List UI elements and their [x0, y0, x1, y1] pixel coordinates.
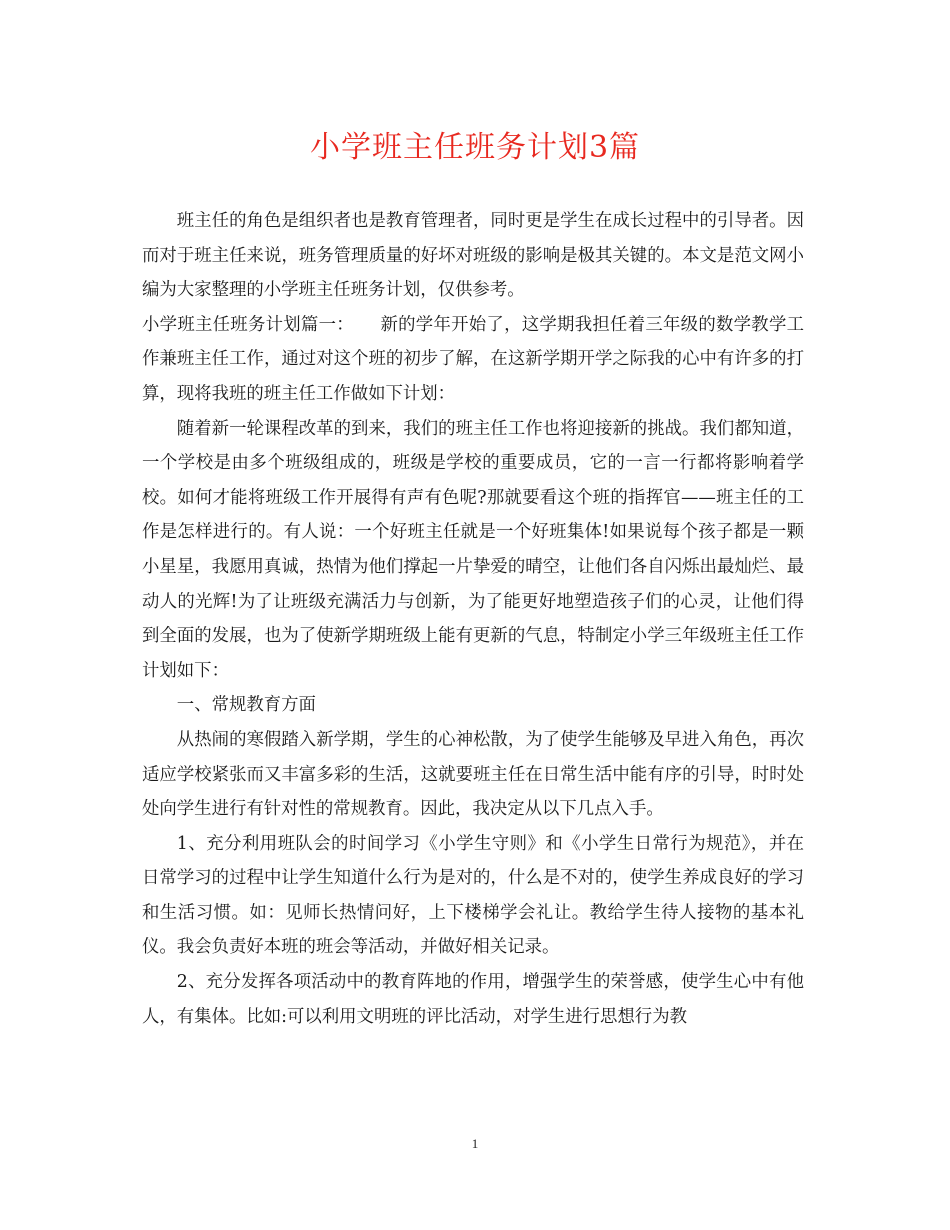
- paragraph-reform: 随着新一轮课程改革的到来，我们的班主任工作也将迎接新的挑战。我们都知道，一个学校是由多个班级组成的，班级是学校的重要成员，它的一言一行都将影响着学校。如何才能将班级工作开展得有声有色呢?那就要看这个班的指挥官——班主任的工作是怎样进行的。有人说：一个好班主任就是一个好班集体!如果说每个孩子都是一颗小星星，我愿用真诚，热情为他们撑起一片挚爱的晴空，让他们各自闪烁出最灿烂、最动人的光辉!为了让班级充满活力与创新，为了能更好地塑造孩子们的心灵，让他们得到全面的发展，也为了使新学期班级上能有更新的气息，特制定小学三年级班主任工作计划如下：: [142, 418, 804, 681]
- paragraph-new-term: 从热闹的寒假踏入新学期，学生的心神松散，为了使学生能够及早进入角色，再次适应学校紧张而又丰富多彩的生活，这就要班主任在日常生活中能有序的引导，时时处处向学生进行有针对性的常规教育。因此，我决定从以下几点入手。: [142, 729, 804, 820]
- paragraph-intro: 班主任的角色是组织者也是教育管理者，同时更是学生在成长过程中的引导者。因而对于班主任来说，班务管理质量的好坏对班级的影响是极其关键的。本文是范文网小编为大家整理的小学班主任班务计划，仅供参考。: [142, 211, 804, 301]
- heading-routine-education: 一、常规教育方面: [176, 695, 316, 716]
- document-body: [142, 204, 804, 1034]
- document-title: 小学班主任班务计划3篇: [309, 130, 641, 165]
- paragraph-plan-one: 小学班主任班务计划篇一： 新的学年开始了，这学期我担任着三年级的数学教学工作兼班主任工作，通过对这个班的初步了解，在这新学期开学之际我的心中有许多的打算，现将我班的班主任工作做如下计划：: [142, 314, 804, 404]
- page-number: 1: [471, 1136, 479, 1151]
- paragraph-item-2: 2、充分发挥各项活动中的教育阵地的作用，增强学生的荣誉感，使学生心中有他人，有集体。比如:可以利用文明班的评比活动，对学生进行思想行为教: [142, 972, 804, 1027]
- paragraph-item-1: 1、充分利用班队会的时间学习《小学生守则》和《小学生日常行为规范》，并在日常学习的过程中让学生知道什么行为是对的，什么是不对的，使学生养成良好的学习和生活习惯。如：见师长热情问好，上下楼梯学会礼让。教给学生待人接物的基本礼仪。我会负责好本班的班会等活动，并做好相关记录。: [142, 833, 804, 958]
